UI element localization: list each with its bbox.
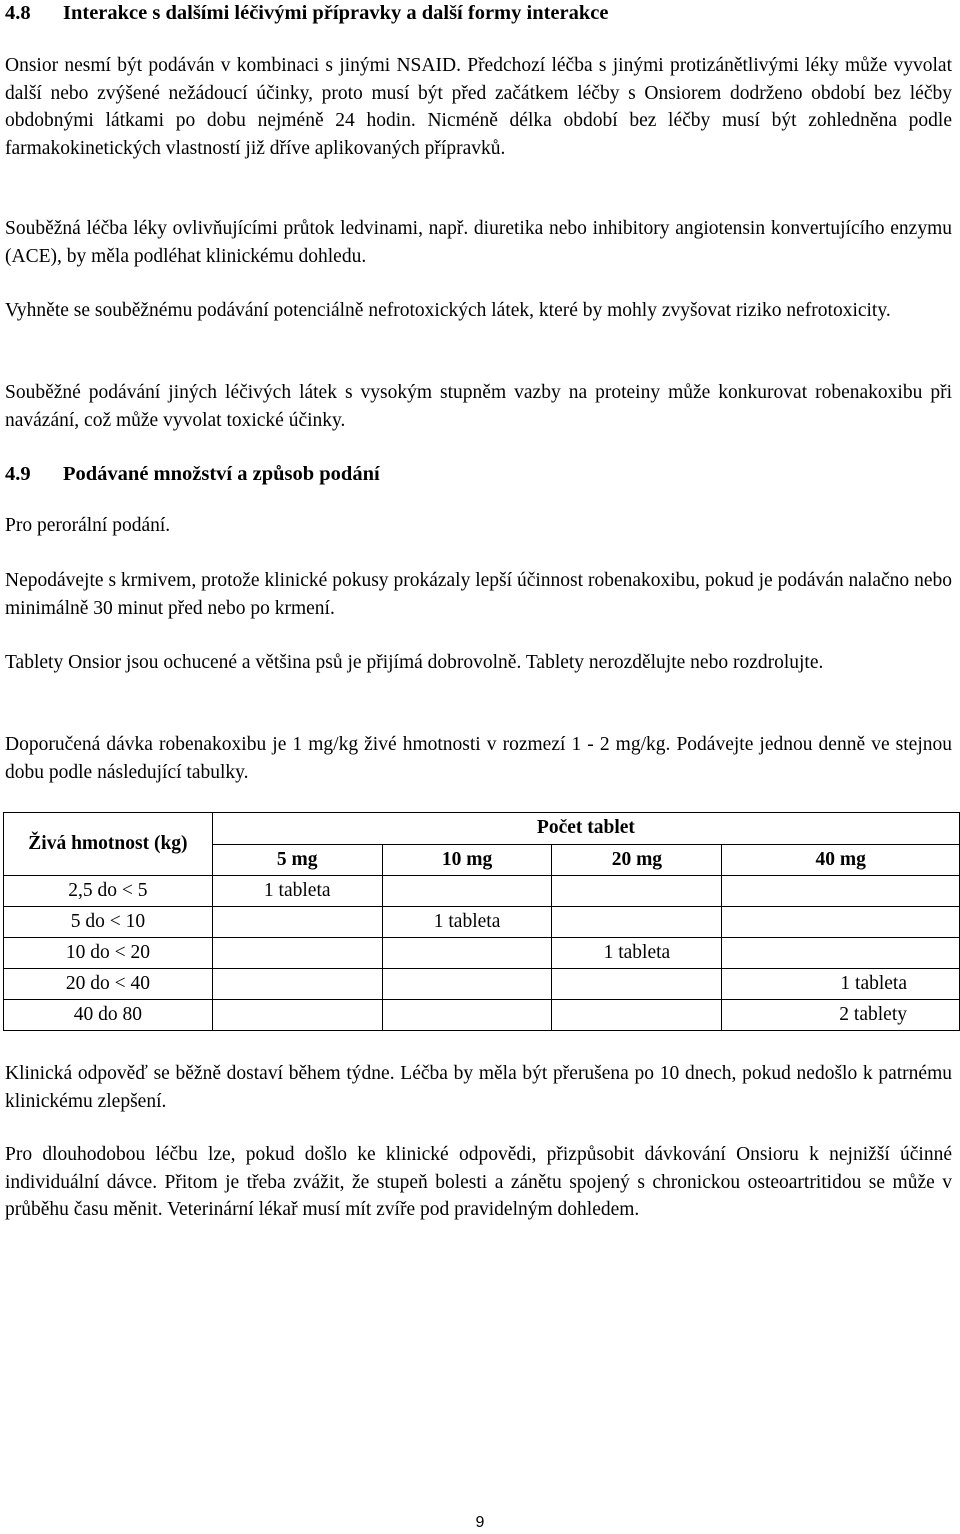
dose-cell (382, 876, 552, 907)
dose-cell: 1 tableta (382, 907, 552, 938)
section-4-9-heading (5, 460, 380, 488)
dose-cell (722, 938, 960, 969)
table-row (4, 938, 960, 969)
dose-cell: 1 tableta (552, 938, 722, 969)
section-4-8-heading (5, 0, 608, 27)
paragraph-nsaid: Onsior nesmí být podáván v kombinaci s jinými NSAID. Předchozí léčba s jinými protizánětlivými léky může vyvolat další nebo zvýšené nežádoucí účinky, proto musí být před začátkem léčby s Onsiorem dodrženo období bez léčby obdobnými látkami po dobu nejméně 24 hodin. Nicméně délka období bez léčby musí být zohledněna podle farmakokinetických vlastností již dříve aplikovaných přípravků. (5, 55, 952, 159)
table-row (4, 907, 960, 938)
paragraph-feeding: Nepodávejte s krmivem, protože klinické pokusy prokázaly lepší účinnost robenakoxibu, pokud je podáván nalačno nebo minimálně 30 minut před nebo po krmení. (5, 570, 952, 619)
table-header-row (4, 813, 960, 845)
section-number: 4.9 (5, 463, 31, 485)
dose-cell (212, 1000, 382, 1031)
page-number: 9 (475, 1514, 485, 1531)
strength-40mg: 40 mg (722, 844, 960, 876)
paragraph-protein-binding: Souběžné podávání jiných léčivých látek s vysokým stupněm vazby na proteiny může konkurovat robenakoxibu při navázání, což může vyvolat toxické účinky. (5, 382, 952, 431)
section-title: Podávané množství a způsob podání (63, 463, 380, 485)
paragraph-tablets: Tablety Onsior jsou ochucené a většina psů je přijímá dobrovolně. Tablety nerozdělujte nebo rozdrolujte. (5, 652, 824, 673)
dose-cell (212, 938, 382, 969)
dose-cell: 1 tableta (212, 876, 382, 907)
dose-cell (552, 1000, 722, 1031)
weight-cell: 10 do < 20 (4, 938, 213, 969)
table-row (4, 1000, 960, 1031)
dose-cell (212, 969, 382, 1000)
dose-cell (552, 907, 722, 938)
strength-20mg: 20 mg (552, 844, 722, 876)
paragraph-clinical-response: Klinická odpověď se běžně dostaví během týdne. Léčba by měla být přerušena po 10 dnech, pokud nedošlo k patrnému klinickému zlepšení. (5, 1063, 952, 1112)
table-row (4, 876, 960, 907)
table-row (4, 969, 960, 1000)
paragraph-nephrotoxic: Vyhněte se souběžnému podávání potenciálně nefrotoxických látek, které by mohly zvyšovat riziko nefrotoxicity. (5, 300, 891, 321)
weight-cell: 40 do 80 (4, 1000, 213, 1031)
strength-5mg: 5 mg (212, 844, 382, 876)
strength-10mg: 10 mg (382, 844, 552, 876)
section-title: Interakce s dalšími léčivými přípravky a další formy interakce (63, 2, 609, 24)
dose-cell: 1 tableta (722, 969, 960, 1000)
dose-cell: 2 tablety (722, 1000, 960, 1031)
dosing-table-container (3, 812, 960, 1031)
dosing-table (3, 812, 960, 1031)
weight-cell: 20 do < 40 (4, 969, 213, 1000)
section-number: 4.8 (5, 2, 31, 24)
weight-cell: 5 do < 10 (4, 907, 213, 938)
paragraph-long-term: Pro dlouhodobou léčbu lze, pokud došlo ke klinické odpovědi, přizpůsobit dávkování Onsioru k nejnižší účinné individuální dávce. Přitom je třeba zvážit, že stupeň bolesti a zánětu spojený s chronickou osteoartritidou se může v průběhu času měnit. Veterinární lékař musí mít zvíře pod pravidelným dohledem. (5, 1144, 952, 1220)
dose-cell (382, 1000, 552, 1031)
dose-cell (212, 907, 382, 938)
dose-cell (552, 876, 722, 907)
dose-cell (722, 907, 960, 938)
weight-header: Živá hmotnost (kg) (4, 813, 213, 876)
tablets-header: Počet tablet (212, 813, 959, 845)
paragraph-dose: Doporučená dávka robenakoxibu je 1 mg/kg živé hmotnosti v rozmezí 1 - 2 mg/kg. Podávejte jednou denně ve stejnou dobu podle následující tabulky. (5, 734, 952, 783)
paragraph-renal-flow: Souběžná léčba léky ovlivňujícími průtok ledvinami, např. diuretika nebo inhibitory angiotensin konvertujícího enzymu (ACE), by měla podléhat klinickému dohledu. (5, 218, 952, 267)
paragraph-oral: Pro perorální podání. (5, 515, 171, 536)
dose-cell (552, 969, 722, 1000)
dose-cell (382, 938, 552, 969)
weight-cell: 2,5 do < 5 (4, 876, 213, 907)
dose-cell (382, 969, 552, 1000)
dose-cell (722, 876, 960, 907)
